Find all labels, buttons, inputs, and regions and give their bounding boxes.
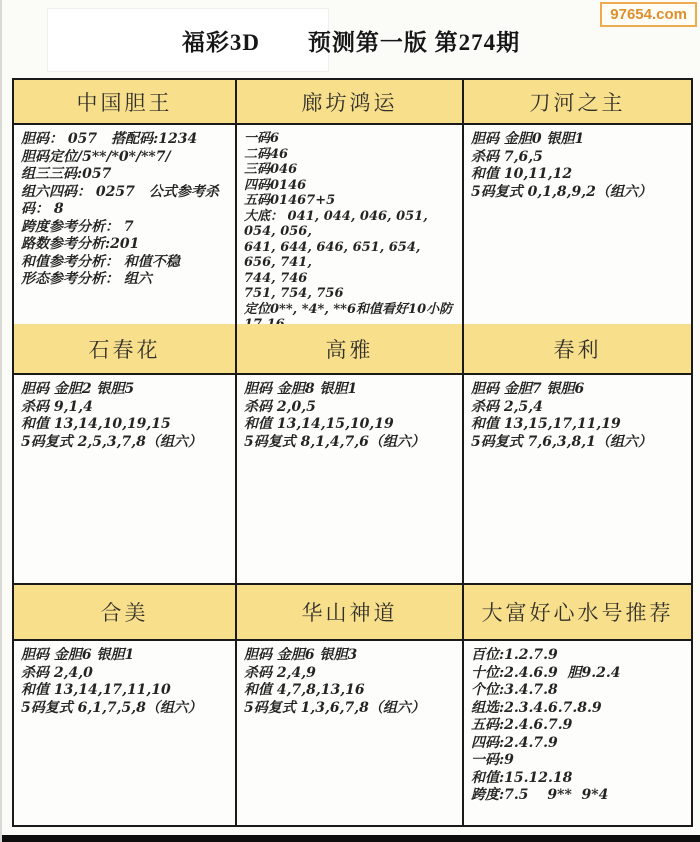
text-line: 五码:2.4.6.7.9: [471, 717, 573, 733]
table-row: [14, 324, 691, 585]
text-line: 胆码： 057 搭配码:1234: [21, 131, 198, 147]
panel-header: 合美: [14, 585, 235, 641]
panel-content: [464, 125, 691, 201]
panel-content: [237, 641, 462, 717]
text-line: 杀码 7,6,5: [471, 148, 543, 165]
panel-header: 石春花: [14, 324, 235, 375]
text-line: 杀码 2,0,5: [244, 398, 316, 415]
panel-header: 春利: [464, 324, 691, 375]
text-line: 个位:3.4.7.8: [471, 682, 558, 698]
panel-daohezhizhu: [464, 80, 691, 333]
text-line: 和值 13,15,17,11,19: [471, 416, 621, 432]
text-line: 胆码 金胆6 银胆1: [21, 647, 135, 663]
text-line: 5码复式 0,1,8,9,2（组六）: [471, 183, 652, 200]
text-line: 744, 746: [244, 270, 308, 286]
text-line: 一码6: [244, 131, 280, 146]
text-line: 大底： 041, 044, 046, 051, 054, 056,: [244, 208, 433, 239]
text-line: 一码:9: [471, 752, 514, 768]
text-line: 百位:1.2.7.9: [471, 647, 558, 663]
panel-content: [14, 125, 235, 289]
panel-zhongguodanwang: [14, 80, 237, 333]
text-line: 组选:2.3.4.6.7.8.9: [471, 699, 602, 716]
panel-content: [237, 125, 462, 333]
panel-dafuhaoxinshui: [464, 585, 691, 825]
text-line: 5码复式 8,1,4,7,6（组六）: [244, 433, 425, 450]
table-row: [14, 585, 691, 825]
panel-content: [464, 641, 691, 805]
text-line: 和值 13,14,17,11,10: [21, 682, 171, 698]
text-line: 5码复式 7,6,3,8,1（组六）: [471, 433, 652, 450]
text-line: 641, 644, 646, 651, 654, 656, 741,: [244, 239, 425, 270]
text-line: 杀码 2,5,4: [471, 398, 543, 415]
panel-content: [14, 375, 235, 451]
text-line: 杀码 2,4,0: [21, 664, 93, 681]
panel-huashanshendao: [237, 585, 464, 825]
panel-header: 大富好心水号推荐: [464, 585, 691, 641]
panel-header: 刀河之主: [464, 80, 691, 125]
text-line: 5码复式 1,3,6,7,8（组六）: [244, 699, 425, 716]
panel-shichunhua: [14, 324, 237, 583]
text-line: 跨度:7.5 9** 9*4: [471, 787, 609, 803]
text-line: 五码01467+5: [244, 193, 336, 208]
text-line: 5码复式 2,5,3,7,8（组六）: [21, 433, 202, 450]
panel-hemei: [14, 585, 237, 825]
text-line: 组三三码:057: [21, 166, 112, 182]
text-line: 三码046: [244, 162, 298, 177]
bottom-border-strip: [2, 835, 700, 842]
panel-langfanghongyun: [237, 80, 464, 333]
text-line: 四码:2.4.7.9: [471, 734, 558, 751]
watermark-badge: 97654.com: [600, 2, 697, 27]
text-line: 杀码 2,4,9: [244, 664, 316, 681]
text-line: 和值参考分析： 和值不稳: [21, 253, 180, 270]
panel-header: 华山神道: [237, 585, 462, 641]
text-line: 和值 10,11,12: [471, 166, 573, 182]
text-line: 和值 13,14,15,10,19: [244, 416, 394, 432]
text-line: 胆码 金胆6 银胆3: [244, 647, 358, 663]
text-line: 751, 754, 756: [244, 286, 344, 301]
panel-gaoya: [237, 324, 464, 583]
text-line: 和值 13,14,10,19,15: [21, 416, 171, 432]
text-line: 十位:2.4.6.9 胆9.2.4: [471, 664, 621, 681]
text-line: 路数参考分析:201: [21, 236, 140, 252]
table-row: [14, 80, 691, 324]
panel-content: [14, 641, 235, 717]
panel-header: 廊坊鸿运: [237, 80, 462, 125]
panel-header: 中国胆王: [14, 80, 235, 125]
text-line: 跨度参考分析： 7: [21, 218, 134, 235]
text-line: 5码复式 6,1,7,5,8（组六）: [21, 699, 202, 716]
text-line: 胆码 金胆8 银胆1: [244, 381, 358, 397]
text-line: 胆码 金胆2 银胆5: [21, 381, 135, 397]
text-line: 胆码 金胆0 银胆1: [471, 131, 585, 147]
text-line: 组六四码： 0257 公式参考杀码： 8: [21, 183, 219, 217]
text-line: 四码0146: [244, 177, 307, 193]
prediction-table: [12, 78, 693, 827]
text-line: 和值:15.12.18: [471, 769, 573, 786]
text-line: 胆码定位/5**/*0*/**7/: [21, 148, 171, 165]
panel-chunli: [464, 324, 691, 583]
text-line: 杀码 9,1,4: [21, 398, 93, 415]
panel-content: [464, 375, 691, 451]
text-line: 和值 4,7,8,13,16: [244, 682, 365, 698]
panel-content: [237, 375, 462, 451]
text-line: 定位0**, *4*, **6和值看好10小防: [244, 301, 453, 317]
text-line: 二码46: [244, 146, 289, 162]
text-line: 形态参考分析： 组六: [21, 271, 152, 287]
text-line: 胆码 金胆7 银胆6: [471, 381, 585, 397]
panel-header: 高雅: [237, 324, 462, 375]
page-title: 福彩3D 预测第一版 第274期: [181, 30, 521, 55]
